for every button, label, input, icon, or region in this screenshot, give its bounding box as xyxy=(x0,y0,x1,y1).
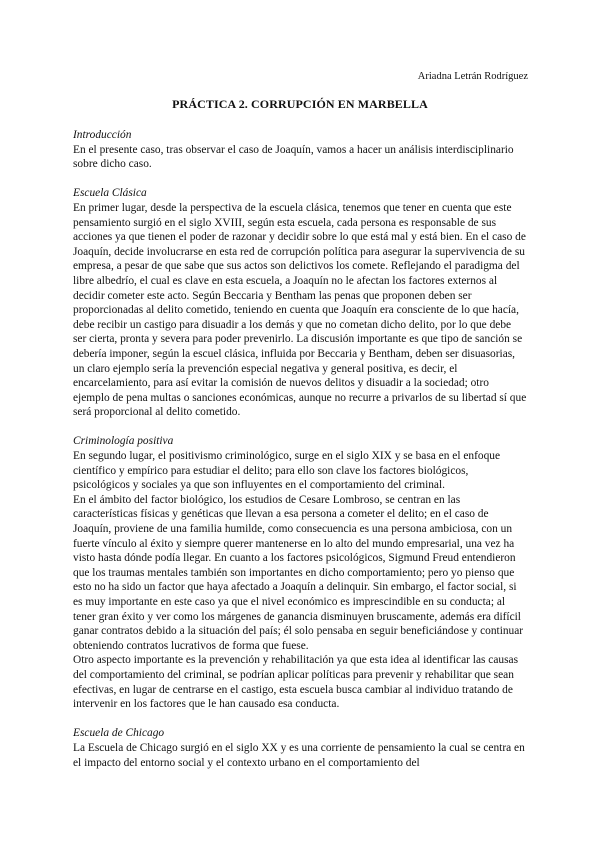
section-heading: Criminología positiva xyxy=(73,435,174,448)
paragraph: En segundo lugar, el positivismo criminológico, surge en el siglo XIX y se basa en el enfoque científico y empírico para estudiar el delito; para ello son clave los factores biológicos, psicológicos y sociales ya que son influyentes en el comportamiento del criminal. xyxy=(73,450,501,492)
paragraph: En el ámbito del factor biológico, los estudios de Cesare Lombroso, se centran en las características físicas y genéticas que llevan a esa persona a cometer el delito; en el caso de Joaquín, proviene de una familia humilde, como consecuencia es una persona ambiciosa, con un fuerte vínculo al éxito y siempre querer mantenerse en lo alto del mundo empresarial, una vez ha visto hasta dónde podía llegar. En cuanto a los factores psicológicos, Sigmund Freud entendieron que los traumas mentales también son importantes en dicho comportamiento; pero yo pienso que esto no ha sido un factor que haya afectado a Joaquín a delinquir. Sin embargo, el factor social, si es muy importante en este caso ya que el nivel económico es imprescindible en su conducta; al tener gran éxito y ver como los márgenes de ganancia disminuyen bruscamente, además era difícil ganar contratos debido a la situación del país; él solo pensaba en seguir beneficiándose y continuar obteniendo contratos lucrativos de forma que fuese. xyxy=(73,493,524,652)
section-heading: Escuela de Chicago xyxy=(73,727,165,740)
paragraph: En el presente caso, tras observar el caso de Joaquín, vamos a hacer un análisis interdisciplinario sobre dicho caso. xyxy=(73,143,514,171)
author-name: Ariadna Letrán Rodríguez xyxy=(417,71,528,82)
section-escuela-chicago xyxy=(73,726,527,770)
document-title: PRÁCTICA 2. CORRUPCIÓN EN MARBELLA xyxy=(172,97,428,111)
section-introduccion xyxy=(73,128,527,172)
document-body xyxy=(73,128,527,785)
paragraph: La Escuela de Chicago surgió en el siglo XX y es una corriente de pensamiento la cual se centra en el impacto del entorno social y el contexto urbano en el comportamiento del xyxy=(73,741,525,769)
section-heading: Introducción xyxy=(73,129,132,141)
paragraph: Otro aspecto importante es la prevención y rehabilitación ya que esta idea al identificar las causas del comportamiento del criminal, se podrían aplicar políticas para prevenir y rehabilitar que sean efectivas, en lugar de centrarse en el castigo, esta escuela busca cambiar al individuo tratando de intervenir en los factores que le han causado esa conducta. xyxy=(73,654,519,711)
section-heading: Escuela Clásica xyxy=(73,187,147,200)
section-criminologia-positiva xyxy=(73,434,527,711)
section-escuela-clasica xyxy=(73,186,527,420)
paragraph: En primer lugar, desde la perspectiva de la escuela clásica, tenemos que tener en cuenta que este pensamiento surgió en el siglo XVIII, según esta escuela, cada persona es responsable de sus acciones ya que tienen el poder de razonar y decidir sobre lo que está mal y está bien. En el caso de Joaquín, decide involucrarse en esta red de corrupción política para asegurar la supervivencia de su empresa, a pesar de que sabe que sus actos son delictivos los comete. Reflejando el paradigma del libre albedrío, el cual es clave en esta escuela, a Joaquín no le afectan los factores externos al decidir cometer este acto. Según Beccaria y Bentham las penas que proponen deben ser proporcionadas al delito cometido, teniendo en cuenta que Joaquín era consciente de lo que hacía, debe recibir un castigo para disuadir a los demás y que no cometan dicho delito, por lo que debe ser cierta, pronta y severa para poder prevenirlo. La discusión importante es que tipo de sanción se debería imponer, según la escuel clásica, influida por Beccaria y Bentham, deben ser disuasorias, un claro ejemplo sería la prevención especial negativa y general positiva, es decir, el encarcelamiento, para así evitar la comisión de nuevos delitos y disuadir a la sociedad; otro ejemplo de pena multas o sanciones económicas, aunque no recurre a privarlos de su libertad sí que será proporcional al delito cometido. xyxy=(73,201,527,419)
